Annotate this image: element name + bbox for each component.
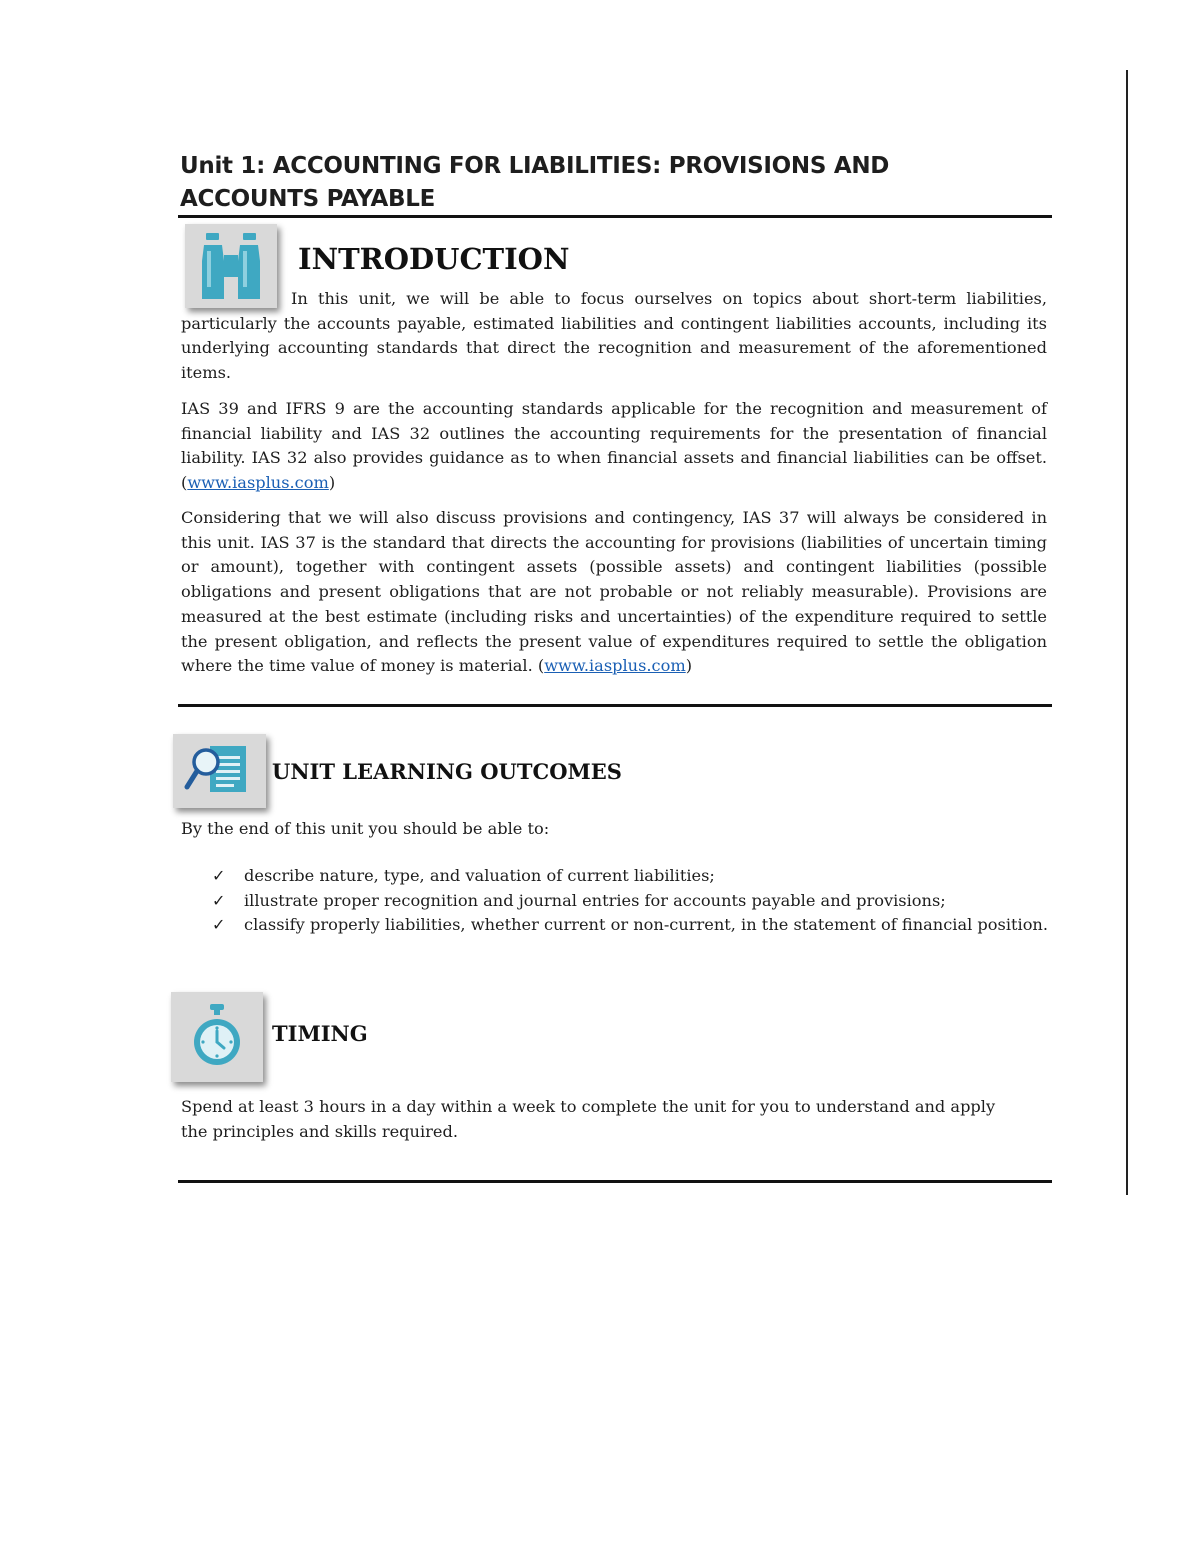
timing-divider xyxy=(178,1180,1052,1183)
page-right-rule xyxy=(1126,70,1128,1195)
checkmark-icon: ✓ xyxy=(212,915,226,935)
list-item: ✓ illustrate proper recognition and journal entries for accounts payable and provisions; xyxy=(212,889,1052,914)
checkmark-icon: ✓ xyxy=(212,890,226,910)
timing-heading: TIMING xyxy=(272,1021,368,1046)
iasplus-link-1[interactable]: www.iasplus.com xyxy=(187,473,329,493)
introduction-paragraph-2: IAS 39 and IFRS 9 are the accounting standards applicable for the recognition and measurement of financial liability and IAS 32 outlines the accounting requirements for the presentation of financial liability. IAS 32 also provides guidance as to when financial assets and financial liabilities can be offset. (www.iasplus.com) xyxy=(181,399,1047,493)
checkmark-icon: ✓ xyxy=(212,866,226,885)
unit-title: Unit 1: ACCOUNTING FOR LIABILITIES: PROVISIONS AND ACCOUNTS PAYABLE xyxy=(180,153,890,212)
document-search-icon xyxy=(173,734,266,808)
iasplus-link-2[interactable]: www.iasplus.com xyxy=(544,656,686,676)
outcomes-list xyxy=(212,864,1052,938)
introduction-paragraph-3: Considering that we will also discuss provisions and contingency, IAS 37 will always be considered in this unit. IAS 37 is the standard that directs the accounting for provisions (liabilities of uncertain timing or amount), together with contingent assets (possible assets) and contingent liabilities (possible obligations and present obligations that are not probable or not reliably measurable). Provisions are measured at the best estimate (including risks and uncertainties) of the expenditure required to settle the present obligation, and reflects the present value of expenditures required to settle the obligation where the time value of money is material. (www.iasplus.com) xyxy=(181,508,1047,676)
outcomes-intro: By the end of this unit you should be able to: xyxy=(181,819,550,838)
stopwatch-icon xyxy=(171,992,263,1082)
introduction-heading: INTRODUCTION xyxy=(298,242,570,276)
list-item: ✓ classify properly liabilities, whether current or non-current, in the statement of financial position. xyxy=(212,913,1052,938)
title-divider xyxy=(178,215,1052,218)
timing-text: Spend at least 3 hours in a day within a week to complete the unit for you to understand and apply the principles and skills required. xyxy=(181,1097,996,1141)
list-item: ✓ describe nature, type, and valuation of current liabilities; xyxy=(212,864,1052,889)
introduction-divider xyxy=(178,704,1052,707)
outcomes-heading: UNIT LEARNING OUTCOMES xyxy=(272,759,622,784)
introduction-paragraph-1: In this unit, we will be able to focus ourselves on topics about short-term liabilities, particularly the accounts payable, estimated liabilities and contingent liabilities accounts, including its underlying accounting standards that direct the recognition and measurement of the aforementioned items. xyxy=(181,289,1047,383)
